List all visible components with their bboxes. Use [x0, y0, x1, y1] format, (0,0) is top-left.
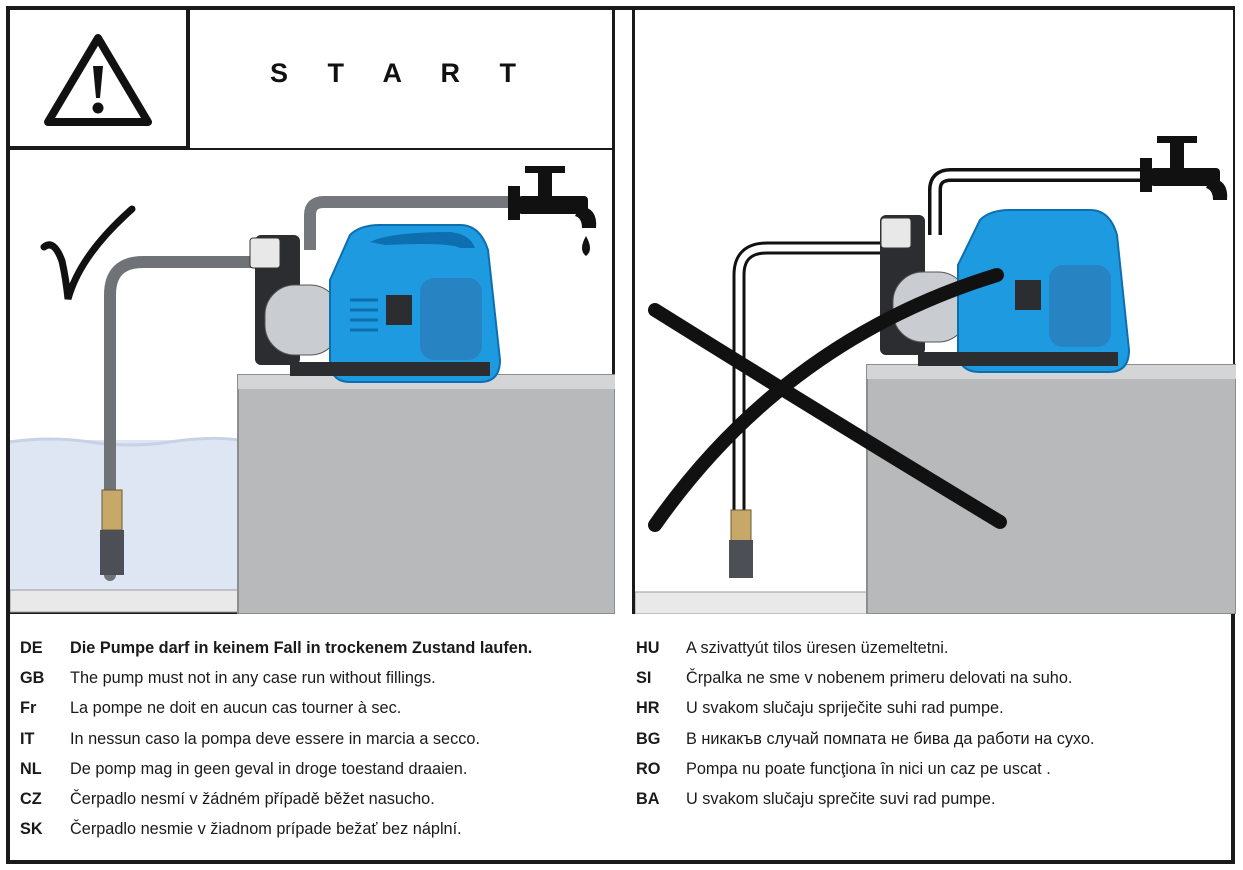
- caption-text: U svakom slučaju sprečite suvi rad pumpe.: [686, 790, 996, 809]
- caption-row: [636, 663, 1095, 693]
- caption-row: [20, 694, 532, 724]
- language-code: Fr: [20, 699, 37, 718]
- caption-row: [636, 754, 1095, 784]
- caption-row: [20, 754, 532, 784]
- wall-block: [238, 375, 615, 614]
- language-code: NL: [20, 759, 42, 778]
- header-divider: [190, 148, 612, 150]
- wall-block: [867, 365, 1236, 614]
- language-code: GB: [20, 668, 45, 687]
- pump: [880, 210, 1129, 372]
- checkmark-icon: [40, 205, 140, 305]
- language-code: RO: [636, 759, 661, 778]
- wrong-setup-panel: [632, 10, 1233, 614]
- language-code: HU: [636, 638, 660, 657]
- language-code: HR: [636, 699, 660, 718]
- dry-floor: [635, 592, 867, 614]
- language-code: SK: [20, 820, 43, 839]
- wrong-setup-illustration: [635, 10, 1236, 614]
- page-title: S T A R T: [270, 58, 532, 88]
- caption-row: [20, 663, 532, 693]
- caption-text: Čerpadlo nesmí v žádném případě běžet nasucho.: [70, 790, 435, 809]
- faucet-icon: [508, 166, 596, 256]
- warning-box: [10, 10, 190, 150]
- caption-text: A szivattyút tilos üresen üzemeltetni.: [686, 638, 949, 657]
- pump: [250, 225, 500, 382]
- caption-row: [636, 784, 1095, 814]
- caption-row: [20, 724, 532, 754]
- language-code: BA: [636, 790, 660, 809]
- caption-row: [636, 724, 1095, 754]
- caption-text: De pomp mag in geen geval in droge toestand draaien.: [70, 759, 468, 778]
- caption-text: Pompa nu poate funcţiona în nici un caz pe uscat .: [686, 759, 1051, 778]
- caption-list-right: [636, 633, 1095, 815]
- water-drop-icon: [582, 236, 590, 256]
- caption-row: [20, 784, 532, 814]
- caption-row: [20, 633, 532, 663]
- language-code: IT: [20, 729, 35, 748]
- language-code: DE: [20, 638, 43, 657]
- caption-text: U svakom slučaju spriječite suhi rad pumpe.: [686, 699, 1004, 718]
- caption-text: In nessun caso la pompa deve essere in marcia a secco.: [70, 729, 480, 748]
- foot-valve: [102, 490, 122, 530]
- caption-row: [20, 815, 532, 845]
- faucet-icon: [1140, 136, 1227, 200]
- caption-text: The pump must not in any case run without fillings.: [70, 668, 436, 687]
- caption-row: [636, 694, 1095, 724]
- caption-row: [636, 633, 1095, 663]
- caption-list-left: [20, 633, 532, 845]
- warning-triangle-icon: [10, 10, 190, 150]
- caption-text: Črpalka ne sme v nobenem primeru delovati na suho.: [686, 668, 1073, 687]
- language-code: SI: [636, 668, 652, 687]
- caption-text: La pompe ne doit en aucun cas tourner à sec.: [70, 699, 402, 718]
- foot-valve: [731, 510, 751, 542]
- caption-text: В никакъв случай помпата не бива да работи на сухо.: [686, 729, 1095, 748]
- caption-text: Die Pumpe darf in keinem Fall in trockenem Zustand laufen.: [70, 638, 533, 657]
- language-code: CZ: [20, 790, 42, 809]
- language-code: BG: [636, 729, 661, 748]
- caption-text: Čerpadlo nesmie v žiadnom prípade bežať bez náplní.: [70, 820, 462, 839]
